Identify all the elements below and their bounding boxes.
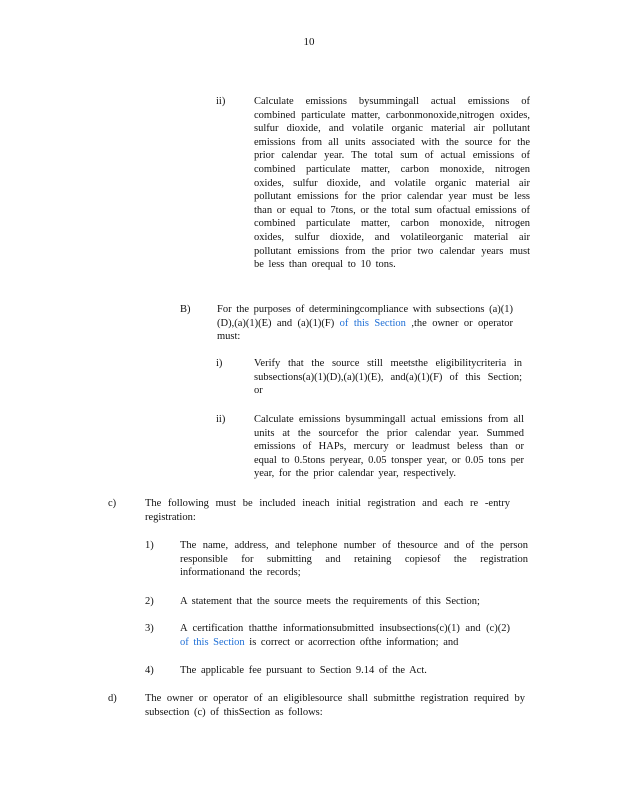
item-B-text [217, 303, 513, 344]
item-B-text-before: For the purposes of determiningcompliance with subsections (a)(1)(D),(a)(1)(E) and (a)(1)(F) [217, 304, 513, 329]
item-c4-label: 4) [145, 665, 154, 676]
item-c3-label: 3) [145, 623, 154, 634]
item-c2-label: 2) [145, 596, 154, 607]
item-B-ii-text: Calculate emissions bysummingall actual emissions from all units at the sourcefor the prior calendar year. Summed emissions of HAPs, mercury or leadmust beless than or equal to 0.5tons peryear, 0.05 tonsper year, or 0.05 tons per year, for the prior calendar year, respectively. [254, 414, 524, 480]
item-B-i-text: Verify that the source still meetsthe eligibilitycriteria in subsections(a)(1)(D),(a)(1)(E), and(a)(1)(F) of this Section; or [254, 358, 522, 397]
item-ii-text: Calculate emissions bysummingall actual emissions of combined particulate matter, carbonmonoxide,nitrogen oxides, sulfur dioxide, and volatile organic material air pollutant emissions from all units associated with the source for the prior calendar year. The total sum of actual emissions of combined particulate matter, carbon monoxide, nitrogen oxides, sulfur dioxide, and volatile organic material air pollutant emissions for the prior calendar year must be less than or equal to 7tons, or the total sum ofactual emissions of combined particulate matter, carbon monoxide, nitrogen oxides, sulfur dioxide, and volatileorganic material air pollutant emissions from the prior two calendar years must be less than orequal to 10 tons. [254, 96, 530, 271]
item-c3-text-before: A certification thatthe informationsubmitted insubsections(c)(1) and (c)(2) [180, 623, 510, 634]
section-d-text: The owner or operator of an eligiblesource shall submitthe registration required by subsection (c) of thisSection as follows: [145, 693, 525, 718]
item-B-ii-label: ii) [216, 414, 226, 425]
section-d-label: d) [108, 693, 117, 704]
item-c4-text: The applicable fee pursuant to Section 9.14 of the Act. [180, 665, 427, 676]
item-B-label: B) [180, 304, 191, 315]
of-this-section-link-2[interactable]: of this Section [180, 636, 245, 648]
item-B-i-label: i) [216, 358, 223, 369]
section-c-label: c) [108, 498, 117, 509]
item-ii-label: ii) [216, 96, 226, 107]
item-c3-text-after: is correct or acorrection ofthe information; and [249, 636, 459, 648]
section-c-text: The following must be included ineach initial registration and each re -entry registration: [145, 498, 510, 523]
item-c1-text: The name, address, and telephone number of thesource and of the person responsible for submitting and retaining copiesof the registration informationand the records; [180, 540, 528, 579]
item-c3-text [180, 622, 510, 649]
item-B-text-after: ,the owner or operator must: [217, 317, 513, 343]
item-c2-text: A statement that the source meets the requirements of this Section; [180, 596, 480, 607]
item-c1-label: 1) [145, 540, 154, 551]
of-this-section-link[interactable]: of this Section [339, 317, 406, 329]
page-number: 10 [303, 36, 315, 48]
